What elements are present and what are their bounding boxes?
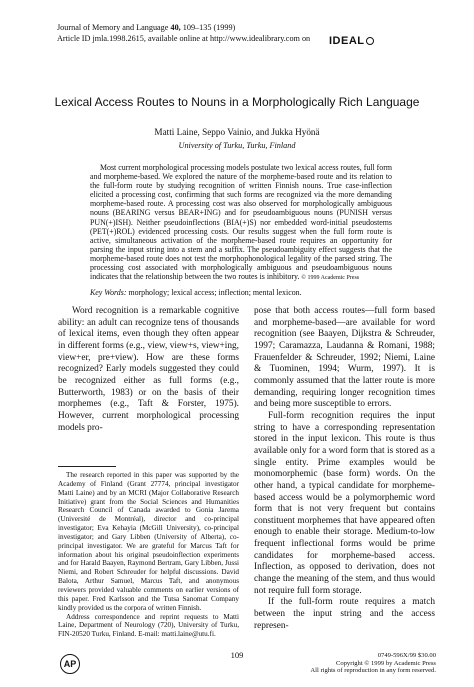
journal-citation (57, 23, 310, 34)
ideal-logo-icon (366, 37, 374, 45)
issn-price: 0749-596X/99 $30.00 (377, 652, 436, 659)
academic-press-logo-icon: AP (60, 654, 80, 674)
body-paragraph: pose that both access routes—full form based and morpheme-based—are available for word recognition (see Baayen, Dijkstra & Schreuder, 1997; Caramazza, Laudanna & Romani, 1988; Frauenfelder & Schreuder, 1992; Niemi, Laine & Tuominen, 1994; Wurm, 1997). It is commonly assumed that the latter route is more demanding, requiring longer recognition times and being more susceptible to errors. (254, 306, 435, 410)
footnote-rule (58, 466, 116, 467)
ideal-logo (329, 35, 374, 47)
keywords (90, 288, 392, 297)
ideal-logo-text: IDEAL (329, 35, 365, 47)
copyright-line: Copyright © 1999 by Academic Press (335, 659, 436, 667)
body-paragraph: Word recognition is a remarkable cognitive ability: an adult can recognize tens of thousands of lexical items, even though they often appear in different forms (e.g., view, view+s, view+ing, view+er, pre+view). How are these forms recognized? Early models suggested they could be recognized either as full forms (e.g., Butterworth, 1983) or on the basis of their morphemes (e.g., Taft & Forster, 1975). However, current morphological processing models pro- (58, 306, 239, 433)
body-column-right (254, 306, 435, 632)
article-authors: Matti Laine, Seppo Vainio, and Jukka Hyönä (154, 127, 320, 137)
keywords-label: Key Words: (90, 288, 127, 297)
footnote-address: Address correspondence and reprint requests to Matti Laine, Department of Neurology (720), University of Turku, FIN-20520 Turku, Finland. E-mail: matti.laine@utu.fi. (58, 612, 239, 639)
footnotes (58, 471, 239, 639)
body-column-left (58, 306, 239, 434)
abstract-text: Most current morphological processing models postulate two lexical access routes, full form and morpheme-based. We explored the nature of the morpheme-based route and its relation to the full-form route by studying recognition of written Finnish nouns. True case-inflection elicited a processing cost, confirming that such forms are recognized via the more demanding morpheme-based route. A processing cost was also observed for morphologically ambiguous nouns (BEARING versus BEAR+ING) and for pseudoambiguous nouns (PUNISH versus PUN(+)ISH). Neither pseudoinflections (BIA(+)S) nor embedded word-initial pseudostems (PET(+)ROL) evidenced processing costs. Our results suggest when the full form route is active, simultaneous activation of the morpheme-based route requires an opportunity for parsing the input string into a stem and a suffix. The pseudoambiguity effect suggests that the morpheme-based route does not test the morphophonological legality of the parsed string. The processing cost associated with morphologically ambiguous and pseudoambiguous nouns indicates that the relationship between the two routes is inhibitory. (90, 163, 392, 282)
keywords-text: morphology; lexical access; inflection; mental lexicon. (128, 288, 302, 297)
abstract-copyright: © 1999 Academic Press (301, 275, 360, 282)
publication-info (310, 652, 436, 675)
article-affiliation: University of Turku, Turku, Finland (178, 141, 296, 150)
footnote-acknowledgments: The research reported in this paper was supported by the Academy of Finland (Grant 27774, principal investigator Matti Laine) and by an MCRI (Major Collaborative Research Initiative) grant from the Social Sciences and Humanities Research Council of Canada awarded to Gonia Jarema (Université de Montréal), director and co-principal investigator; Eva Kehayia (McGill University), co-principal investigator; and Gary Libben (University of Alberta), co-principal investigator. We are grateful for Marcus Taft for information about his original pseudoinflection experiments and for Harald Baayen, Raymond Bertram, Gary Libben, Jussi Niemi, and Robert Schreuder for helpful discussions. David Balota, Arthur Samuel, Marcus Taft, and anonymous reviewers provided valuable comments on earlier versions of this paper. Fred Karlsson and the Tutsa Sanomat Company kindly provided us the corpora of written Finnish. (58, 471, 239, 612)
article-title: Lexical Access Routes to Nouns in a Morphologically Rich Language (54, 95, 420, 109)
body-paragraph: Full-form recognition requires the input string to have a corresponding representation stored in the input lexicon. This route is thus available only for a word form that is stored as a single entity. Prime examples would be monomorphemic (base form) words. On the other hand, a typical candidate for morpheme-based access would be a polymorphemic word form that is not very frequent but contains constituent morphemes that have appeared often enough to enable their storage. Medium-to-low frequent inflectional forms would be prime candidates for morpheme-based access. Inflection, as opposed to derivation, does not change the meaning of the stem, and thus would not require full form storage. (254, 410, 435, 596)
running-header (57, 23, 310, 44)
journal-name: Journal of Memory and Language (57, 23, 169, 32)
article-id-line: Article ID jmla.1998.2615, available online at http://www.idealibrary.com on (57, 33, 311, 43)
journal-volume: 40, (170, 23, 181, 32)
body-paragraph: If the full-form route requires a match between the input string and the access represen- (254, 597, 435, 631)
abstract (90, 163, 392, 283)
page-number: 109 (230, 650, 244, 660)
journal-pages: 109–135 (1999) (182, 23, 236, 32)
rights-line: All rights of reproduction in any form reserved. (310, 667, 436, 675)
